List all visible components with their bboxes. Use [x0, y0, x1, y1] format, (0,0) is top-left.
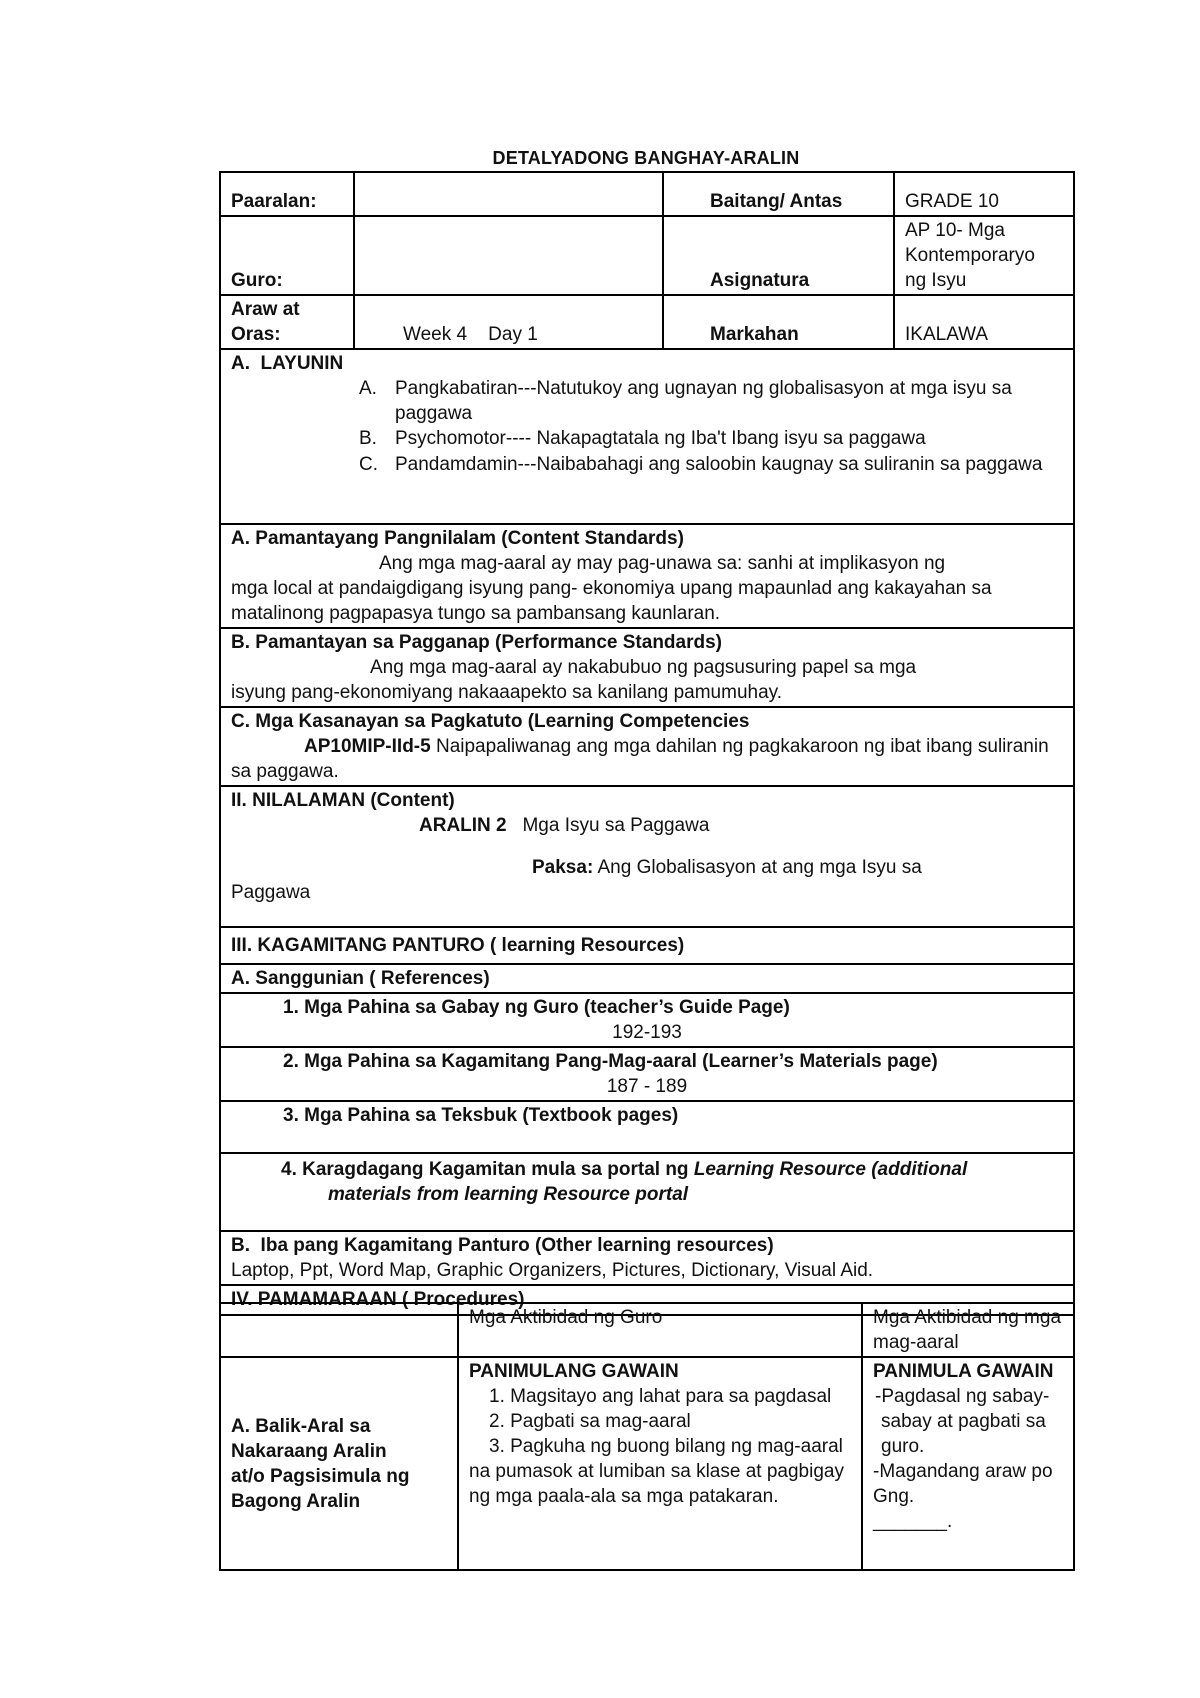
content-standards-heading: A. Pamantayang Pangnilalam (Content Standards) [231, 528, 684, 549]
balik-aral-label-line: A. Balik-Aral sa [231, 1415, 371, 1437]
ref4-italic: Learning Resource (additional [693, 1159, 968, 1180]
competency-text: Naipapaliwanag ang mga dahilan ng pagkakaroon ng ibat ibang suliranin sa paggawa. [231, 736, 1049, 782]
competencies-body [231, 734, 1063, 784]
araw-label-line: Oras: [231, 324, 281, 345]
resources-heading: III. KAGAMITANG PANTURO ( learning Resources) [220, 927, 1074, 964]
layunin-item [231, 376, 1063, 426]
ref1-row [220, 993, 1074, 1047]
references-heading: A. Sanggunian ( References) [220, 964, 1074, 993]
student-activity-item: -Pagdasal ng sabay-sabay at pagbati sa guro. [875, 1386, 1050, 1457]
competencies-row [220, 707, 1074, 786]
paksa-text: Ang Globalisasyon at ang mga Isyu sa [593, 857, 922, 878]
content-standards-body: Ang mga mag-aaral ay may pag-unawa sa: sanhi at implikasyon ng [379, 553, 946, 574]
pamamaraan-heading: IV. PAMAMARAAN ( Procedures) [220, 1285, 1074, 1315]
ref3-label: 3. Mga Pahina sa Teksbuk (Textbook pages) [283, 1105, 679, 1126]
ref2-value: 187 - 189 [606, 1076, 688, 1097]
content-standards-cell [220, 524, 1074, 628]
paksa-line [231, 855, 1063, 880]
performance-standards-body: isyung pang-ekonomiyang nakaaapekto sa kanilang pamumuhay. [231, 682, 783, 703]
asignatura-value-line: AP 10- Mga [905, 220, 1005, 241]
document-title: DETALYADONG BANGHAY-ARALIN [492, 148, 800, 168]
other-resources-heading: B. Iba pang Kagamitang Panturo (Other learning resources) [231, 1235, 774, 1256]
asignatura-label: Asignatura [663, 216, 894, 295]
guro-activity-item: 2. Pagbati sa mag-aaral [489, 1411, 691, 1432]
other-resources-cell [220, 1231, 1074, 1285]
competencies-cell [220, 707, 1074, 786]
references-heading-row [220, 964, 1074, 993]
paaralan-label: Paaralan: [220, 172, 354, 216]
performance-standards-heading: B. Pamantayan sa Pagganap (Performance Standards) [231, 632, 722, 653]
performance-standards-cell [220, 628, 1074, 707]
asignatura-value-line: Kontemporaryo [905, 245, 1035, 266]
col-guro-header: Mga Aktibidad ng Guro [458, 1303, 862, 1357]
content-standards-row [220, 524, 1074, 628]
layunin-cell [220, 349, 1074, 524]
ref4-cell [220, 1153, 1074, 1231]
ref4-row [220, 1153, 1074, 1231]
ref3-row [220, 1101, 1074, 1153]
ref4-label [231, 1157, 1063, 1182]
aralin-line [231, 813, 1063, 838]
layunin-marker: B. [359, 428, 377, 449]
layunin-marker: C. [359, 454, 378, 475]
ref1-cell [220, 993, 1074, 1047]
lesson-plan-table [219, 171, 1075, 1316]
student-activity-item: -Magandang araw po Gng. [873, 1461, 1053, 1507]
procedures-header-row [220, 1303, 1074, 1357]
ref3-cell [220, 1101, 1074, 1153]
layunin-list [231, 376, 1063, 478]
nilalaman-cell [220, 786, 1074, 927]
balik-aral-label [220, 1357, 458, 1570]
layunin-text: Pangkabatiran---Natutukoy ang ugnayan ng globalisasyon at mga isyu sa paggawa [395, 378, 1012, 424]
competency-code: AP10MIP-IId-5 [304, 736, 431, 757]
layunin-text: Psychomotor---- Nakapagtatala ng Iba't Ibang isyu sa paggawa [395, 428, 926, 449]
student-activity-item: _______. [873, 1511, 953, 1532]
ref1-label: 1. Mga Pahina sa Gabay ng Guro (teacher’s Guide Page) [283, 997, 790, 1018]
header-row-araw [220, 295, 1074, 349]
layunin-marker: A. [359, 378, 377, 399]
layunin-row [220, 349, 1074, 524]
performance-standards-body: Ang mga mag-aaral ay nakabubuo ng pagsusuring papel sa mga [370, 657, 917, 678]
header-row-paaralan [220, 172, 1074, 216]
resources-heading-row [220, 927, 1074, 964]
guro-activity-item: 3. Pagkuha ng buong bilang ng mag-aaral na pumasok at lumiban sa klase at pagbigay ng mga paala-ala sa mga patakaran. [469, 1436, 844, 1507]
ref4-text: 4. Karagdagang Kagamitan mula sa portal ng [281, 1159, 694, 1180]
guro-activities-heading: PANIMULANG GAWAIN [469, 1361, 679, 1382]
spacer [231, 838, 1063, 855]
paaralan-value [354, 172, 663, 216]
content-standards-body: mga local at pandaigdigang isyung pang- ekonomiya upang mapaunlad ang kakayahan sa matalinong pagpapasya tungo sa pambansang kaunlaran. [231, 578, 992, 624]
layunin-heading: A. LAYUNIN [231, 353, 344, 374]
aralin-label: ARALIN 2 [419, 815, 507, 836]
nilalaman-heading: II. NILALAMAN (Content) [231, 790, 455, 811]
other-resources-value: Laptop, Ppt, Word Map, Graphic Organizers, Pictures, Dictionary, Visual Aid. [231, 1260, 874, 1281]
guro-activities [458, 1357, 862, 1570]
ref1-value: 192-193 [612, 1022, 682, 1043]
paksa-label: Paksa: [532, 857, 594, 878]
ref4-italic-2: materials from learning Resource portal [328, 1184, 689, 1205]
asignatura-value-line: ng Isyu [905, 270, 967, 291]
layunin-item [231, 451, 1063, 478]
ref2-label: 2. Mga Pahina sa Kagamitang Pang-Mag-aaral (Learner’s Materials page) [283, 1051, 938, 1072]
col-magaaral-header: Mga Aktibidad ng mga mag-aaral [862, 1303, 1074, 1357]
araw-label-line: Araw at [231, 299, 300, 320]
balik-aral-label-line: Bagong Aralin [231, 1490, 361, 1512]
performance-standards-row [220, 628, 1074, 707]
markahan-label: Markahan [663, 295, 894, 349]
guro-activity-item: 1. Magsitayo ang lahat para sa pagdasal [489, 1386, 832, 1407]
markahan-value: IKALAWA [894, 295, 1074, 349]
ref2-cell [220, 1047, 1074, 1101]
balik-aral-label-line: at/o Pagsisimula ng [231, 1465, 410, 1487]
ref2-row [220, 1047, 1074, 1101]
paksa-line-2: Paggawa [231, 882, 311, 903]
procedures-row-balik-aral [220, 1357, 1074, 1570]
student-activities-heading: PANIMULA GAWAIN [873, 1361, 1054, 1382]
procedures-table [219, 1302, 1075, 1571]
layunin-item [231, 426, 1063, 451]
competencies-heading: C. Mga Kasanayan sa Pagkatuto (Learning Competencies [231, 711, 750, 732]
araw-value: Week 4 Day 1 [354, 295, 663, 349]
guro-value [354, 216, 663, 295]
balik-aral-label-line: Nakaraang Aralin [231, 1440, 387, 1462]
header-row-guro [220, 216, 1074, 295]
aralin-text: Mga Isyu sa Paggawa [506, 815, 710, 836]
student-activities [862, 1357, 1074, 1570]
asignatura-value [894, 216, 1074, 295]
other-resources-row [220, 1231, 1074, 1285]
procedures-corner-cell [220, 1303, 458, 1357]
guro-label: Guro: [220, 216, 354, 295]
araw-label [220, 295, 354, 349]
baitang-value: GRADE 10 [894, 172, 1074, 216]
baitang-label: Baitang/ Antas [663, 172, 894, 216]
nilalaman-row [220, 786, 1074, 927]
layunin-text: Pandamdamin---Naibabahagi ang saloobin kaugnay sa suliranin sa paggawa [395, 454, 1043, 475]
